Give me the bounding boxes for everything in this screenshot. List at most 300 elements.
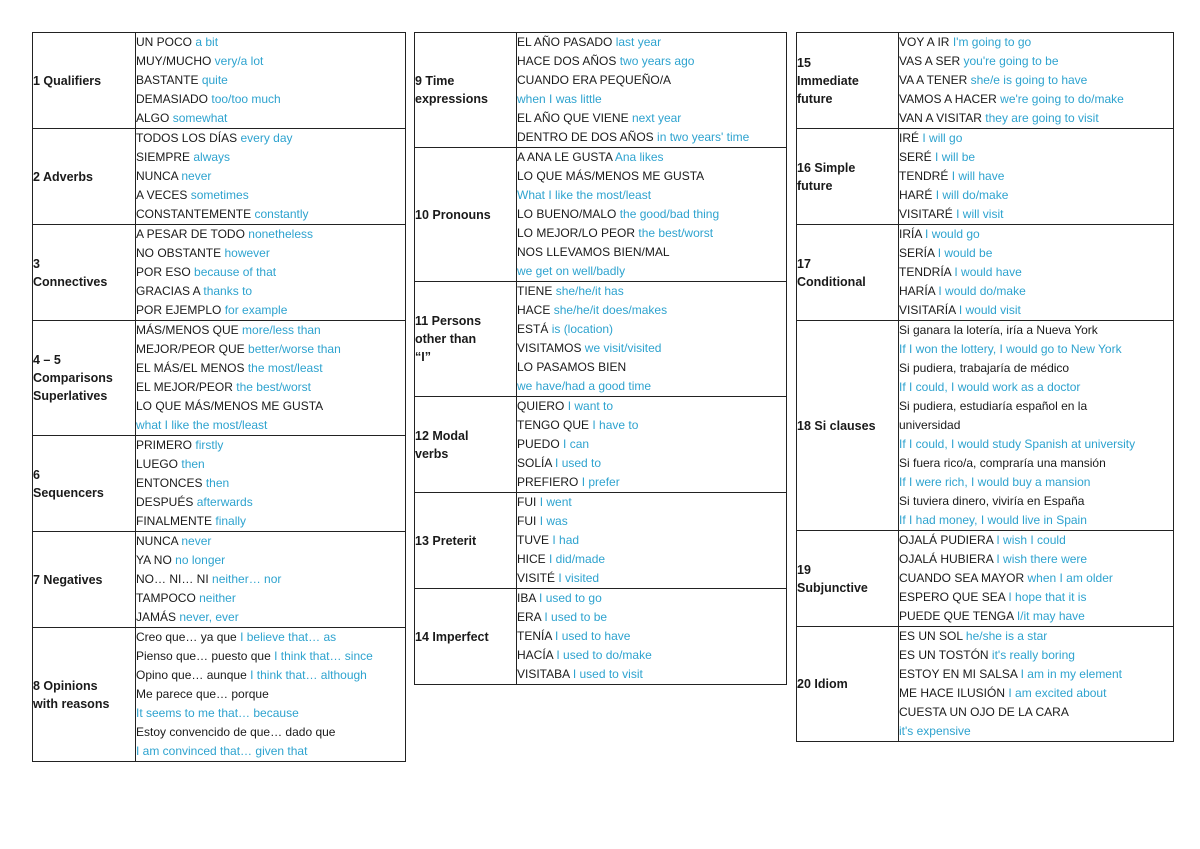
spanish-phrase: ME HACE ILUSIÓN [899,686,1006,700]
spanish-phrase: TENDRÍA [899,265,952,279]
section-row [415,282,787,397]
vocab-line [899,416,1173,435]
vocab-line [899,397,1173,416]
section-title-text: 15 Immediate future [797,55,859,106]
english-translation: a bit [195,35,219,49]
vocab-line [517,148,786,167]
section-title-text: 2 Adverbs [33,169,93,184]
vocab-line [136,436,405,455]
vocab-line [136,455,405,474]
english-translation: If I had money, I would live in Spain [899,513,1087,527]
vocab-line [517,435,786,454]
english-translation: sometimes [190,188,249,202]
vocab-line [136,282,405,301]
english-translation: neither… nor [212,572,282,586]
english-translation: last year [615,35,662,49]
english-translation: never, ever [179,610,239,624]
vocab-line [136,359,405,378]
english-translation: I am convinced that… given that [136,744,308,758]
spanish-phrase: EL AÑO PASADO [517,35,613,49]
vocab-line [899,148,1173,167]
section-title [797,129,899,225]
section-title-text: 16 Simple future [797,160,856,193]
english-translation: I/it may have [1016,609,1085,623]
english-translation: the most/least [247,361,323,375]
section-items [899,225,1174,321]
vocab-line [517,358,786,377]
spanish-phrase: LO BUENO/MALO [517,207,617,221]
spanish-phrase: EL AÑO QUE VIENE [517,111,629,125]
vocab-line [899,109,1173,128]
english-translation: I would have [954,265,1022,279]
vocab-line [899,359,1173,378]
spanish-phrase: ES UN SOL [899,629,963,643]
spanish-phrase: JAMÁS [136,610,177,624]
spanish-phrase: ESTÁ [517,322,549,336]
spanish-phrase: DENTRO DE DOS AÑOS [517,130,654,144]
spanish-phrase: BASTANTE [136,73,199,87]
vocab-line [136,647,405,666]
english-translation: I can [563,437,590,451]
english-translation: If I could, I would study Spanish at university [899,437,1136,451]
spanish-phrase: QUIERO [517,399,565,413]
vocab-line [899,665,1173,684]
vocab-line [899,550,1173,569]
spanish-phrase: SERÍA [899,246,935,260]
section-items [517,148,787,282]
vocab-line [517,167,786,186]
section-items [899,321,1174,531]
section-items [517,33,787,148]
english-translation: I used to have [555,629,631,643]
vocab-line [899,607,1173,626]
vocab-line [899,321,1173,340]
spanish-phrase: A ANA LE GUSTA [517,150,613,164]
english-translation: If I were rich, I would buy a mansion [899,475,1091,489]
section-row [797,129,1174,225]
vocab-line [136,52,405,71]
section-title [415,397,517,493]
spanish-phrase: VAMOS A HACER [899,92,997,106]
english-translation: somewhat [172,111,228,125]
english-translation: we visit/visited [584,341,662,355]
spanish-phrase: Estoy convencido de que… dado que [136,725,336,739]
vocab-line [136,474,405,493]
spanish-phrase: MÁS/MENOS QUE [136,323,239,337]
spanish-phrase: DEMASIADO [136,92,209,106]
english-translation: she/e is going to have [970,73,1088,87]
section-row [797,531,1174,627]
english-translation: I had [552,533,580,547]
english-translation: It seems to me that… because [136,706,299,720]
spanish-phrase: VAN A VISITAR [899,111,982,125]
vocab-line [136,512,405,531]
spanish-phrase: LO PASAMOS BIEN [517,360,627,374]
vocab-line [136,109,405,128]
spanish-phrase: POR EJEMPLO [136,303,222,317]
english-translation: I think that… although [250,668,367,682]
vocab-line [136,263,405,282]
english-translation: I will be [935,150,976,164]
spanish-phrase: FINALMENTE [136,514,213,528]
vocab-line [517,397,786,416]
english-translation: I used to visit [572,667,643,681]
spanish-phrase: ERA [517,610,542,624]
spanish-phrase: PREFIERO [517,475,579,489]
section-items [517,589,787,685]
vocab-line [899,588,1173,607]
section-row [33,532,406,628]
section-row [797,321,1174,531]
english-translation: you're going to be [963,54,1059,68]
spanish-phrase: VISITARÍA [899,303,956,317]
english-translation: I used to [555,456,602,470]
english-translation: because of that [194,265,277,279]
vocab-line [899,454,1173,473]
section-row [33,628,406,762]
english-translation: I would go [925,227,980,241]
english-translation: no longer [175,553,226,567]
vocab-line [899,52,1173,71]
vocab-line [517,550,786,569]
spanish-phrase: OJALÁ HUBIERA [899,552,994,566]
english-translation: What I like the most/least [517,188,652,202]
section-title-text: 4 – 5 Comparisons Superlatives [33,353,113,403]
english-translation: the best/worst [638,226,714,240]
section-title-text: 20 Idiom [797,677,848,691]
vocab-line [517,301,786,320]
vocab-line [517,569,786,588]
spanish-phrase: FUI [517,495,537,509]
english-translation: it's really boring [991,648,1075,662]
vocab-line [136,397,405,416]
english-translation: never [181,169,212,183]
english-translation: I will have [951,169,1005,183]
section-title-text: 7 Negatives [33,572,103,587]
vocab-line [517,205,786,224]
vocab-line [517,454,786,473]
english-translation: the good/bad thing [619,207,720,221]
vocab-line [136,90,405,109]
spanish-phrase: CUANDO ERA PEQUEÑO/A [517,73,672,87]
spanish-phrase: Si pudiera, trabajaría de médico [899,361,1070,375]
english-translation: then [181,457,205,471]
vocab-line [517,473,786,492]
english-translation: the best/worst [236,380,311,394]
section-title [33,225,136,321]
vocab-line [136,244,405,263]
section-items [136,532,406,628]
spanish-phrase: TODOS LOS DÍAS [136,131,238,145]
section-row [33,225,406,321]
section-items [899,531,1174,627]
spanish-phrase: A VECES [136,188,188,202]
vocab-line [136,742,405,761]
spanish-phrase: VA A TENER [899,73,968,87]
vocab-line [899,722,1173,741]
english-translation: I want to [567,399,614,413]
section-row [33,436,406,532]
vocab-line [517,339,786,358]
vocab-line [899,340,1173,359]
section-title [797,627,899,742]
english-translation: when I was little [517,92,602,106]
section-title-text: 1 Qualifiers [33,73,102,88]
vocab-line [136,378,405,397]
vocab-line [517,282,786,301]
section-row [415,148,787,282]
spanish-phrase: CUESTA UN OJO DE LA CARA [899,705,1069,719]
spanish-phrase: TAMPOCO [136,591,196,605]
english-translation: Ana likes [614,150,664,164]
section-title-text: 13 Preterit [415,533,477,548]
spanish-phrase: TIENE [517,284,553,298]
spanish-phrase: HARÉ [899,188,933,202]
section-title-text: 10 Pronouns [415,207,491,222]
vocab-line [136,704,405,723]
english-translation: she/he/it has [555,284,624,298]
vocab-line [517,608,786,627]
section-items [136,225,406,321]
english-translation: I would do/make [938,284,1026,298]
section-title-text: 11 Persons other than “I” [415,314,482,364]
english-translation: never [181,534,212,548]
spanish-phrase: LUEGO [136,457,179,471]
english-translation: however [224,246,270,260]
spanish-phrase: TENGO QUE [517,418,590,432]
spanish-phrase: VOY A IR [899,35,950,49]
section-title [415,589,517,685]
english-translation: it's expensive [899,724,971,738]
vocab-line [136,628,405,647]
spanish-phrase: TENDRÉ [899,169,949,183]
vocab-line [517,646,786,665]
vocab-line [517,589,786,608]
vocab-line [899,90,1173,109]
vocab-line [136,551,405,570]
section-title-text: 14 Imperfect [415,629,489,644]
english-translation: what I like the most/least [136,418,268,432]
vocab-table-left [32,32,406,762]
section-row [415,493,787,589]
spanish-phrase: SERÉ [899,150,932,164]
vocab-line [899,492,1173,511]
english-translation: nonetheless [248,227,313,241]
vocab-line [136,608,405,627]
vocab-line [899,511,1173,530]
english-translation: I will visit [956,207,1004,221]
spanish-phrase: IBA [517,591,536,605]
english-translation: they are going to visit [985,111,1099,125]
spanish-phrase: Si ganara la lotería, iría a Nueva York [899,323,1098,337]
section-row [33,129,406,225]
section-items [136,321,406,436]
english-translation: I did/made [549,552,606,566]
spanish-phrase: Si tuviera dinero, viviría en España [899,494,1085,508]
section-items [899,129,1174,225]
spanish-phrase: LO MEJOR/LO PEOR [517,226,636,240]
vocab-line [899,301,1173,320]
section-title [797,225,899,321]
english-translation: in two years' time [657,130,750,144]
vocab-line [899,167,1173,186]
spanish-phrase: Me parece que… porque [136,687,269,701]
section-title-text: 8 Opinions with reasons [33,678,110,711]
english-translation: I used to do/make [556,648,652,662]
section-title-text: 18 Si clauses [797,418,876,433]
spanish-phrase: ALGO [136,111,170,125]
spanish-phrase: FUI [517,514,537,528]
english-translation: finally [215,514,247,528]
vocab-line [517,186,786,205]
section-items [517,282,787,397]
vocab-line [899,129,1173,148]
vocab-line [136,589,405,608]
english-translation: then [205,476,230,490]
spanish-phrase: HACE [517,303,551,317]
vocab-line [899,435,1173,454]
vocab-line [899,71,1173,90]
spanish-phrase: VISITAMOS [517,341,582,355]
section-title [33,628,136,762]
spanish-phrase: SOLÍA [517,456,552,470]
english-translation: I believe that… as [240,630,337,644]
vocab-line [899,684,1173,703]
section-row [797,225,1174,321]
section-title [33,129,136,225]
vocab-line [899,569,1173,588]
spanish-phrase: NUNCA [136,169,179,183]
vocab-line [517,71,786,90]
english-translation: is (location) [551,322,614,336]
spanish-phrase: PUEDO [517,437,560,451]
spanish-phrase: LO QUE MÁS/MENOS ME GUSTA [136,399,324,413]
section-items [517,397,787,493]
spanish-phrase: universidad [899,418,961,432]
spanish-phrase: Si fuera rico/a, compraría una mansión [899,456,1106,470]
spanish-phrase: HICE [517,552,546,566]
spanish-phrase: IRÍA [899,227,922,241]
english-translation: If I won the lottery, I would go to New York [899,342,1122,356]
vocab-line [136,225,405,244]
spanish-phrase: PUEDE QUE TENGA [899,609,1014,623]
english-translation: thanks to [203,284,253,298]
english-translation: he/she is a star [965,629,1048,643]
section-title-text: 19 Subjunctive [797,562,868,595]
vocab-table-middle [414,32,787,685]
spanish-phrase: SIEMPRE [136,150,191,164]
spanish-phrase: Creo que… ya que [136,630,237,644]
section-title-text: 12 Modal verbs [415,428,469,461]
vocab-line [136,301,405,320]
vocab-line [517,90,786,109]
english-translation: every day [240,131,293,145]
spanish-phrase: UN POCO [136,35,193,49]
vocab-line [899,282,1173,301]
english-translation: two years ago [619,54,695,68]
spanish-phrase: HACE DOS AÑOS [517,54,617,68]
english-translation: I think that… since [274,649,373,663]
english-translation: we get on well/badly [517,264,626,278]
english-translation: I would be [937,246,993,260]
vocab-line [517,665,786,684]
section-title [415,148,517,282]
vocab-line [136,71,405,90]
english-translation: always [193,150,231,164]
spanish-phrase: HARÍA [899,284,936,298]
spanish-phrase: DESPUÉS [136,495,194,509]
vocab-line [899,225,1173,244]
english-translation: I used to go [539,591,602,605]
vocab-line [899,205,1173,224]
english-translation: constantly [254,207,309,221]
spanish-phrase: NO… NI… NI [136,572,209,586]
spanish-phrase: NO OBSTANTE [136,246,222,260]
english-translation: for example [224,303,288,317]
vocab-line [517,109,786,128]
english-translation: I hope that it is [1008,590,1087,604]
section-row [415,397,787,493]
spanish-phrase: A PESAR DE TODO [136,227,245,241]
vocab-line [517,128,786,147]
vocab-line [136,129,405,148]
section-row [33,321,406,436]
spanish-phrase: CONSTANTEMENTE [136,207,252,221]
vocab-line [136,570,405,589]
section-title [797,321,899,531]
section-title [33,532,136,628]
spanish-phrase: Si pudiera, estudiaría español en la [899,399,1088,413]
vocab-line [517,224,786,243]
spanish-phrase: EL MÁS/EL MENOS [136,361,245,375]
spanish-phrase: TENÍA [517,629,552,643]
vocab-line [136,685,405,704]
vocab-line [136,416,405,435]
section-title [797,33,899,129]
spanish-phrase: LO QUE MÁS/MENOS ME GUSTA [517,169,705,183]
vocab-line [517,512,786,531]
vocab-line [899,646,1173,665]
vocab-line [517,243,786,262]
spanish-phrase: ES UN TOSTÓN [899,648,989,662]
section-title-text: 17 Conditional [797,256,866,289]
english-translation: better/worse than [248,342,341,356]
section-items [899,627,1174,742]
section-title [33,33,136,129]
spanish-phrase: TUVE [517,533,550,547]
vocab-line [517,377,786,396]
vocab-line [517,52,786,71]
english-translation: we have/had a good time [517,379,652,393]
vocab-line [136,148,405,167]
spanish-phrase: VISITABA [517,667,570,681]
section-row [415,33,787,148]
section-title-text: 6 Sequencers [33,467,104,500]
spanish-phrase: ENTONCES [136,476,203,490]
english-translation: I have to [592,418,639,432]
section-items [136,129,406,225]
vocab-line [136,205,405,224]
vocab-line [136,33,405,52]
english-translation: I used to be [544,610,608,624]
section-items [136,436,406,532]
spanish-phrase: VISITÉ [517,571,556,585]
vocab-line [136,186,405,205]
section-row [797,627,1174,742]
vocab-line [899,244,1173,263]
english-translation: she/he/it does/makes [553,303,668,317]
english-translation: I went [539,495,572,509]
